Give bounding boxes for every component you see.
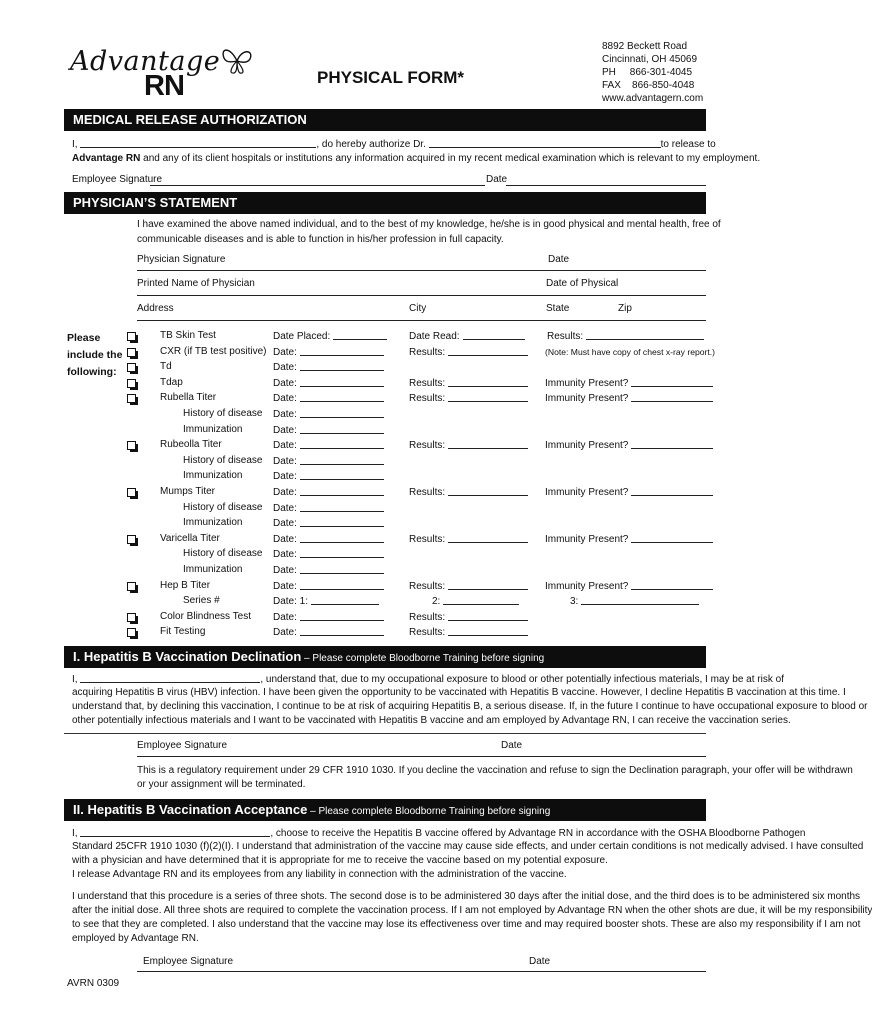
date-input[interactable] — [311, 594, 379, 605]
extra-field-group — [545, 485, 713, 499]
checkbox[interactable] — [127, 394, 136, 403]
acceptance-line-4: I release Advantage RN and its employees from any liability in connection with the administration of the vaccine. — [72, 869, 567, 880]
date-field-group — [273, 625, 384, 639]
address-line: 8892 Beckett Road — [602, 41, 688, 52]
date-input[interactable] — [300, 625, 384, 636]
date-label: Date: — [273, 565, 297, 576]
company-name: Advantage RN — [72, 153, 141, 164]
date-input[interactable] — [300, 376, 384, 387]
result-label: Results: — [409, 581, 446, 592]
date-input[interactable] — [300, 391, 384, 402]
date-field-group — [273, 329, 387, 343]
form-code: AVRN 0309 — [67, 978, 120, 989]
acceptance-line-2: Standard 25CFR 1910 1030 (f)(2)(I). I understand that administration of the vaccine may cause side effects, and under certain conditions is not medically advised. I have consulted — [72, 841, 864, 852]
checklist-item-label: Hep B Titer — [160, 580, 211, 591]
extra-field-group — [547, 329, 704, 343]
date-label: Date: — [273, 425, 297, 436]
result-field-group — [409, 485, 528, 499]
checkbox[interactable] — [127, 582, 136, 591]
acceptance-para2-line-3: to see that they are completed. I also understand that the vaccine may lose its effectiveness over time and may required booster shots. These are also my responsibility if I am not — [72, 919, 861, 930]
checklist-item-label: TB Skin Test — [160, 330, 216, 341]
date-label: Date: — [273, 378, 297, 389]
date-field-group — [273, 501, 384, 515]
date-input[interactable] — [300, 610, 384, 621]
result-input[interactable] — [448, 376, 528, 387]
extra-input[interactable] — [586, 329, 704, 340]
employee-name-field[interactable] — [80, 137, 316, 148]
result-input[interactable] — [448, 485, 528, 496]
date-label: Date: 1: — [273, 596, 309, 607]
release-mid: , do hereby authorize Dr. — [316, 139, 426, 150]
result-input[interactable] — [448, 438, 528, 449]
date-field-group — [273, 454, 384, 468]
address-label: Address — [137, 303, 174, 314]
checklist-item-label: Td — [160, 361, 172, 372]
doctor-name-field[interactable] — [429, 137, 661, 148]
result-label: Results: — [409, 440, 446, 451]
date-input[interactable] — [300, 516, 384, 527]
address-line: Cincinnati, OH 45069 — [602, 54, 698, 65]
printed-name-field[interactable] — [137, 295, 706, 296]
section-title: MEDICAL RELEASE AUTHORIZATION — [73, 112, 307, 127]
checklist-item-label: History of disease — [183, 502, 263, 513]
declination-line-1 — [72, 672, 784, 686]
date-label: Date: — [273, 362, 297, 373]
acceptance-prefix: I, — [72, 828, 78, 839]
extra-label: Immunity Present? — [545, 393, 629, 404]
website-line: www.advantagern.com — [602, 93, 704, 104]
date-field-group — [273, 469, 384, 483]
physician-date-label: Date — [548, 254, 570, 265]
checklist-item-label: CXR (if TB test positive) — [160, 346, 267, 357]
result-input[interactable] — [448, 345, 528, 356]
extra-label: Immunity Present? — [545, 440, 629, 451]
city-label: City — [409, 303, 427, 314]
date-input[interactable] — [300, 438, 384, 449]
declination-note-1: This is a regulatory requirement under 29 CFR 1910 1030. If you decline the vaccination and refuse to sign the Declination paragraph, your offer will be withdrawn — [137, 765, 853, 776]
acceptance-signature-field[interactable] — [137, 971, 706, 972]
printed-name-label: Printed Name of Physician — [137, 278, 255, 289]
section-title: II. Hepatitis B Vaccination Acceptance — [73, 802, 308, 817]
date-input[interactable] — [300, 407, 384, 418]
please-line: Please — [67, 332, 101, 344]
result-field-group — [409, 625, 528, 639]
checklist-item-label: Series # — [183, 595, 220, 606]
date-label: Date: — [273, 456, 297, 467]
release-line-2 — [72, 152, 760, 166]
checklist-item-label: Immunization — [183, 517, 243, 528]
declination-signature-field[interactable] — [137, 756, 706, 757]
employee-signature-field[interactable] — [150, 185, 485, 186]
date-input[interactable] — [300, 469, 384, 480]
date-label: Date: — [273, 503, 297, 514]
release-suffix: to release to — [660, 139, 716, 150]
date-label: Date — [486, 174, 508, 185]
address-field[interactable] — [137, 320, 706, 321]
extra-field-group — [545, 345, 715, 359]
declination-text: , understand that, due to my occupational exposure to blood or other potentially infectious materials, I may be at risk of — [260, 674, 784, 685]
extra-label: Immunity Present? — [545, 534, 629, 545]
acceptance-line-1 — [72, 826, 806, 840]
acceptance-signature-label: Employee Signature — [143, 956, 234, 967]
release-prefix: I, — [72, 139, 78, 150]
divider — [64, 733, 706, 734]
declination-date-label: Date — [501, 740, 523, 751]
checkbox[interactable] — [127, 628, 136, 637]
physician-signature-label: Physician Signature — [137, 254, 226, 265]
logo-rn-text: RN — [144, 70, 184, 102]
declination-line-3: understand that, by declining this vaccination, I continue to be at risk of acquiring Hepatitis B, a serious disease. If, in the future I continue to have occupational exposure to blood or — [72, 701, 868, 712]
date-of-physical-label: Date of Physical — [546, 278, 619, 289]
checklist-item-label: Fit Testing — [160, 626, 206, 637]
result-label: Results: — [409, 393, 446, 404]
result-input[interactable] — [448, 610, 528, 621]
result-label: Results: — [409, 534, 446, 545]
declination-prefix: I, — [72, 674, 78, 685]
declination-line-4: other potentially infectious materials and I want to be vaccinated with Hepatitis B vaccine and am employed by Advantage RN, I can receive the vaccination series. — [72, 715, 791, 726]
please-line: following: — [67, 366, 117, 378]
date-input[interactable] — [300, 485, 384, 496]
result-input[interactable] — [463, 329, 525, 340]
logo-script-text: Advantage — [70, 46, 221, 77]
section-title: PHYSICIAN’S STATEMENT — [73, 195, 238, 210]
date-input[interactable] — [300, 454, 384, 465]
checkbox[interactable] — [127, 535, 136, 544]
checklist-item-label: History of disease — [183, 408, 263, 419]
extra-label: Immunity Present? — [545, 581, 629, 592]
date-field-group — [273, 423, 384, 437]
date-input[interactable] — [300, 501, 384, 512]
result-field-group — [409, 376, 528, 390]
date-field-group — [273, 579, 384, 593]
extra-input[interactable] — [631, 532, 713, 543]
checklist-item-label: Immunization — [183, 424, 243, 435]
date-field-group — [273, 532, 384, 546]
fax-line: FAX 866-850-4048 — [602, 80, 695, 91]
company-address — [602, 40, 703, 105]
checklist-item-label: Tdap — [160, 377, 183, 388]
result-field-group — [409, 329, 525, 343]
date-label: Date: — [273, 393, 297, 404]
extra-input[interactable] — [631, 485, 713, 496]
date-label: Date: — [273, 471, 297, 482]
result-label: Results: — [409, 347, 446, 358]
result-field-group — [409, 438, 528, 452]
result-label: Results: — [409, 612, 446, 623]
result-field-group — [409, 532, 528, 546]
date-label: Date: — [273, 627, 297, 638]
date-label: Date: — [273, 487, 297, 498]
please-line: include the — [67, 349, 123, 361]
release-text: and any of its client hospitals or institutions any information acquired in my recent medical examination which is relevant to my employment. — [140, 153, 761, 164]
section-header-medical-release — [64, 109, 706, 131]
physician-text-1: I have examined the above named individual, and to the best of my knowledge, he/she is in good physical and mental health, free of — [137, 219, 721, 230]
acceptance-date-label: Date — [529, 956, 551, 967]
result-input[interactable] — [448, 625, 528, 636]
date-input[interactable] — [300, 579, 384, 590]
xray-note: (Note: Must have copy of chest x-ray report.) — [545, 347, 716, 357]
date-label: Date: — [273, 347, 297, 358]
date-label: Date: — [273, 518, 297, 529]
acceptance-text: , choose to receive the Hepatitis B vaccine offered by Advantage RN in accordance with the OSHA Bloodborne Pathogen — [270, 828, 806, 839]
employee-signature-label: Employee Signature — [72, 174, 163, 185]
date-input[interactable] — [300, 563, 384, 574]
logo — [70, 44, 260, 104]
extra-label: Results: — [547, 331, 584, 342]
declination-note-2: or your assignment will be terminated. — [137, 779, 306, 790]
result-label: Results: — [409, 627, 446, 638]
state-label: State — [546, 303, 570, 314]
extra-label: Immunity Present? — [545, 378, 629, 389]
section-subtitle: – Please complete Bloodborne Training before signing — [301, 653, 545, 664]
checkbox[interactable] — [127, 488, 136, 497]
date-input[interactable] — [300, 423, 384, 434]
extra-field-group — [545, 376, 713, 390]
date-label: Date: — [273, 549, 297, 560]
checkbox[interactable] — [127, 363, 136, 372]
please-include-label — [67, 330, 122, 381]
date-field[interactable] — [506, 185, 706, 186]
date-input[interactable] — [300, 345, 384, 356]
checklist-item-label: History of disease — [183, 455, 263, 466]
result-input[interactable] — [443, 594, 519, 605]
date-label: Date: — [273, 581, 297, 592]
date-field-group — [273, 345, 384, 359]
date-field-group — [273, 547, 384, 561]
date-label: Date: — [273, 440, 297, 451]
section-header-physicians-statement — [64, 192, 706, 214]
extra-input[interactable] — [581, 594, 699, 605]
extra-field-group — [545, 438, 713, 452]
date-input[interactable] — [333, 329, 387, 340]
phone-line: PH 866-301-4045 — [602, 67, 693, 78]
result-field-group — [409, 345, 528, 359]
date-field-group — [273, 610, 384, 624]
acceptance-line-3: with a physician and have determined that it is appropriate for me to receive the vaccine based on my potential exposure. — [72, 855, 608, 866]
acceptance-para2-line-1: I understand that this procedure is a series of three shots. The second dose is to be administered 30 days after the initial dose, and the third does is to be administered six months — [72, 891, 861, 902]
result-label: Results: — [409, 378, 446, 389]
result-input[interactable] — [448, 391, 528, 402]
result-input[interactable] — [448, 532, 528, 543]
physician-signature-field[interactable] — [137, 270, 706, 271]
extra-label: 3: — [570, 596, 579, 607]
physician-text-2: communicable diseases and is able to function in his/her profession in full capacity. — [137, 234, 504, 245]
declination-signature-label: Employee Signature — [137, 740, 228, 751]
checkbox[interactable] — [127, 332, 136, 341]
result-input[interactable] — [448, 579, 528, 590]
date-input[interactable] — [300, 547, 384, 558]
result-field-group — [432, 594, 519, 608]
date-label: Date Placed: — [273, 331, 331, 342]
result-field-group — [409, 610, 528, 624]
date-input[interactable] — [300, 360, 384, 371]
acceptance-para2-line-4: employed by Advantage RN. — [72, 933, 199, 944]
checklist-item-label: Varicella Titer — [160, 533, 220, 544]
date-input[interactable] — [300, 532, 384, 543]
extra-input[interactable] — [631, 391, 713, 402]
section-subtitle: – Please complete Bloodborne Training before signing — [307, 806, 551, 817]
checklist-item-label: History of disease — [183, 548, 263, 559]
extra-input[interactable] — [631, 579, 713, 590]
section-title: I. Hepatitis B Vaccination Declination — [73, 649, 302, 664]
extra-input[interactable] — [631, 438, 713, 449]
result-field-group — [409, 579, 528, 593]
result-label: 2: — [432, 596, 441, 607]
checkbox[interactable] — [127, 613, 136, 622]
checkbox[interactable] — [127, 379, 136, 388]
date-field-group — [273, 594, 379, 608]
section-header-declination — [64, 646, 706, 668]
date-field-group — [273, 391, 384, 405]
checklist-item-label: Color Blindness Test — [160, 611, 251, 622]
checkbox[interactable] — [127, 348, 136, 357]
extra-field-group — [570, 594, 699, 608]
page-title: PHYSICAL FORM* — [317, 68, 465, 87]
checklist-item-label: Rubeolla Titer — [160, 439, 222, 450]
extra-field-group — [545, 579, 713, 593]
date-field-group — [273, 438, 384, 452]
release-line-1 — [72, 137, 716, 151]
date-field-group — [273, 376, 384, 390]
date-field-group — [273, 485, 384, 499]
date-field-group — [273, 516, 384, 530]
date-field-group — [273, 360, 384, 374]
extra-field-group — [545, 532, 713, 546]
section-header-acceptance — [64, 799, 706, 821]
result-field-group — [409, 391, 528, 405]
checklist-item-label: Rubella Titer — [160, 392, 217, 403]
declination-line-2: acquiring Hepatitis B virus (HBV) infection. I have been given the opportunity to be vaccinated with Hepatitis B vaccine. However, I decline Hepatitis B vaccination at this time. I — [72, 687, 846, 698]
checklist-item-label: Immunization — [183, 470, 243, 481]
acceptance-name-field[interactable] — [80, 826, 270, 837]
extra-label: Immunity Present? — [545, 487, 629, 498]
extra-input[interactable] — [631, 376, 713, 387]
checklist-item-label: Immunization — [183, 564, 243, 575]
date-label: Date: — [273, 534, 297, 545]
zip-label: Zip — [618, 303, 632, 314]
declination-name-field[interactable] — [80, 672, 260, 683]
result-label: Results: — [409, 487, 446, 498]
extra-field-group — [545, 391, 713, 405]
result-label: Date Read: — [409, 331, 460, 342]
acceptance-para2-line-2: after the initial dose. All three shots are required to complete the vaccination process. If I am not employed by Advantage RN when the other shots are due, it will be my responsibility — [72, 905, 872, 916]
date-field-group — [273, 563, 384, 577]
date-field-group — [273, 407, 384, 421]
date-label: Date: — [273, 612, 297, 623]
checklist-item-label: Mumps Titer — [160, 486, 216, 497]
checkbox[interactable] — [127, 441, 136, 450]
date-label: Date: — [273, 409, 297, 420]
butterfly-icon — [220, 46, 254, 76]
